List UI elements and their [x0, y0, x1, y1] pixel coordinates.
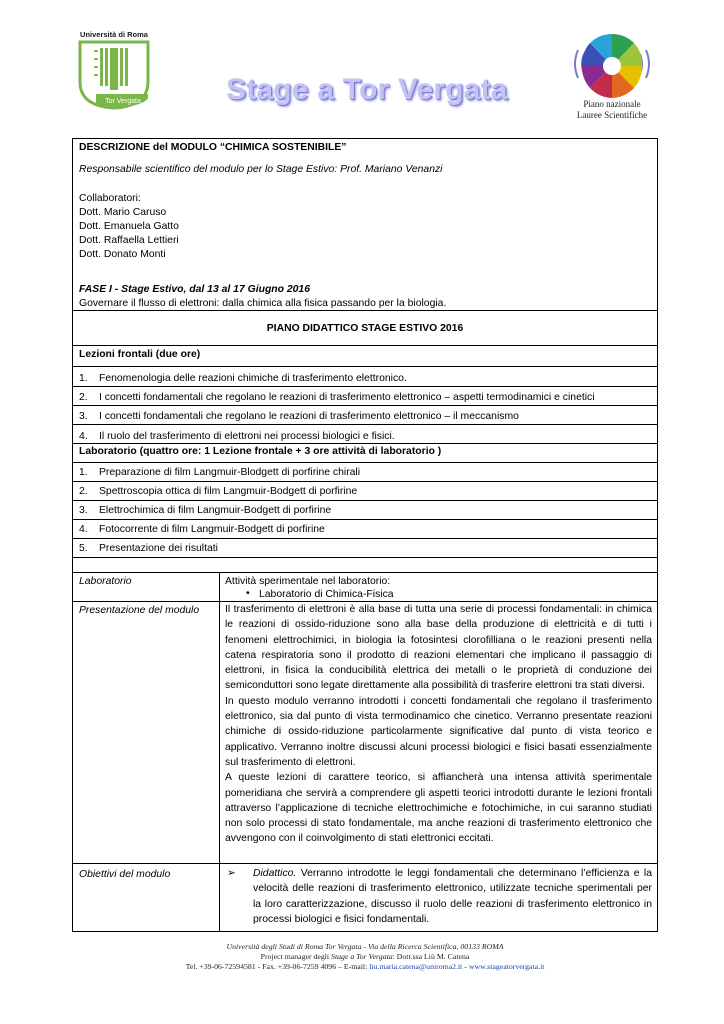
- collaborator-item: Dott. Mario Caruso: [79, 207, 167, 218]
- presentation-paragraph: Il trasferimento di elettroni è alla base di tutta una serie di processi fondamentali: in chimica le reazioni di ossido-riduzione sono alla base della produzione di elettricità e di tutti i fenomeni elettrochimici, in biologia la fotosintesi clorofilliana o le reazioni presenti nella catena respiratoria sono il prodotto di reazioni elementari che implicano il passaggio di elettroni, in fisica la conducibilità elettrica dei metalli o le proprietà di conduzione dei semiconduttori sono legate direttamente alla possibilità di trasferire elettroni tra stati diversi.: [225, 604, 652, 692]
- collaborator-item: Dott. Donato Monti: [79, 249, 166, 260]
- footer-manager-italic: Stage a Tor Vergata: [331, 952, 393, 961]
- list-number: 4.: [79, 431, 88, 442]
- divider: [72, 538, 658, 539]
- column-divider: [219, 572, 220, 932]
- collaborator-item: Dott. Raffaella Lettieri: [79, 235, 179, 246]
- banner-title: Stage a Tor Vergata: [226, 73, 508, 106]
- lab-heading: Laboratorio (quattro ore: 1 Lezione frontale + 3 ore attività di laboratorio ): [79, 446, 442, 457]
- lab-item: Elettrochimica di film Langmuir-Bodgett di porfirine: [99, 505, 332, 516]
- divider: [72, 405, 658, 406]
- footer-manager: [72, 952, 658, 962]
- responsible-line: Responsabile scientifico del modulo per lo Stage Estivo: Prof. Mariano Venanzi: [79, 164, 443, 175]
- footer-contacts: [72, 962, 658, 972]
- divider: [72, 443, 658, 444]
- lab-description: Attività sperimentale nel laboratorio:: [225, 576, 391, 587]
- lecture-item: I concetti fondamentali che regolano le reazioni di trasferimento elettronico – aspetti termodinamici e cinetici: [99, 392, 595, 403]
- objective-description: Verranno introdotte le leggi fondamentali che determinano l’efficienza e la velocità delle reazioni di trasferimento elettronico, utilizzate tecniche sperimentali per la loro caratterizzazione, discusso il ruolo delle reazioni di trasferimento elettronico in processi biologici e fisici fondamentali.: [253, 868, 652, 925]
- lecture-item: Il ruolo del trasferimento di elettroni nei processi biologici e fisici.: [99, 431, 395, 442]
- footer-website-link[interactable]: www.stageatorvergata.it: [468, 962, 545, 971]
- collaborator-item: Dott. Emanuela Gatto: [79, 221, 179, 232]
- footer-separator: -: [462, 962, 469, 971]
- lectures-heading: Lezioni frontali (due ore): [79, 349, 201, 360]
- divider: [72, 345, 658, 346]
- divider: [72, 519, 658, 520]
- divider: [72, 863, 658, 864]
- footer-manager-post: : Dott.ssa Liù M. Catena: [392, 952, 470, 961]
- module-title: DESCRIZIONE del MODULO “CHIMICA SOSTENIBILE”: [79, 142, 347, 153]
- divider: [72, 481, 658, 482]
- university-logo: [78, 30, 150, 110]
- bullet-icon: •: [246, 588, 250, 599]
- list-number: 1.: [79, 373, 88, 384]
- lecture-item: Fenomenologia delle reazioni chimiche di trasferimento elettronico.: [99, 373, 407, 384]
- lab-label: Laboratorio: [79, 576, 132, 587]
- pls-logo: [562, 28, 662, 120]
- pls-colorwheel-icon: [570, 28, 654, 98]
- divider: [72, 557, 658, 558]
- presentation-text: [225, 602, 652, 847]
- list-number: 4.: [79, 524, 88, 535]
- university-name: Università di Roma: [80, 30, 148, 39]
- footer-email-link[interactable]: liu.maria.catena@uniroma2.it: [369, 962, 463, 971]
- footer-address: Università degli Studi di Roma Tor Vergata - Via della Ricerca Scientifica, 00133 ROMA: [226, 942, 504, 951]
- pls-caption: [562, 99, 662, 121]
- pls-line-1: Piano nazionale: [583, 99, 641, 109]
- divider: [72, 366, 658, 367]
- list-number: 3.: [79, 411, 88, 422]
- list-number: 2.: [79, 392, 88, 403]
- pls-line-2: Lauree Scientifiche: [576, 110, 648, 120]
- phase-description: Governare il flusso di elettroni: dalla chimica alla fisica passando per la biologia.: [79, 298, 447, 309]
- objectives-label: Obiettivi del modulo: [79, 869, 171, 880]
- list-number: 2.: [79, 486, 88, 497]
- footer-manager-pre: Project manager degli: [260, 952, 332, 961]
- presentation-paragraph: A queste lezioni di carattere teorico, si affiancherà una intensa attività sperimentale pomeridiana che servirà a comprendere gli aspetti teorici introdotti durante le lezioni frontali attraverso l’applicazione di tecniche elettrochimiche e fotochimiche, in cui saranno studiati non solo processi di stato fondamentale, ma anche reazioni di trasferimento elettronico che avvengono con il coinvolgimento di stati elettronici eccitati.: [225, 772, 652, 845]
- footer: [72, 942, 658, 972]
- tor-vergata-label: Tor Vergata: [105, 98, 141, 105]
- objectives-text: [253, 866, 652, 927]
- divider: [72, 462, 658, 463]
- divider: [72, 500, 658, 501]
- lab-item: Presentazione dei risultati: [99, 543, 218, 554]
- presentation-label: Presentazione del modulo: [79, 605, 200, 616]
- arrow-bullet-icon: ➢: [227, 868, 236, 879]
- collaborators-label: Collaboratori:: [79, 193, 141, 204]
- lecture-item: I concetti fondamentali che regolano le reazioni di trasferimento elettronico – il meccanismo: [99, 411, 519, 422]
- plan-title: PIANO DIDATTICO STAGE ESTIVO 2016: [266, 323, 464, 334]
- list-number: 1.: [79, 467, 88, 478]
- lab-item: Preparazione di film Langmuir-Blodgett di porfirine chirali: [99, 467, 361, 478]
- phase-title: FASE I - Stage Estivo, dal 13 al 17 Giugno 2016: [79, 284, 310, 295]
- lab-item: Fotocorrente di film Langmuir-Bodgett di porfirine: [99, 524, 325, 535]
- list-number: 5.: [79, 543, 88, 554]
- divider: [72, 572, 658, 573]
- presentation-paragraph: In questo modulo verranno introdotti i concetti fondamentali che regolano il trasferimento elettronico, sia dal punto di vista termodinamico che cinetico. Verranno presentate reazioni chimiche di ossido-riduzione particolarmente significative dal punto di vista teorico e applicativo. Verranno inoltre discussi alcuni processi biologici e fisici basati essenzialmente sul trasferimento di elettroni.: [225, 695, 652, 768]
- footer-phone: Tel. +39-06-72594581 - Fax. +39-06-7259 4096 – E-mail:: [185, 962, 370, 971]
- lab-bullet-item: Laboratorio di Chimica-Fisica: [259, 589, 394, 600]
- list-number: 3.: [79, 505, 88, 516]
- divider: [72, 386, 658, 387]
- divider: [72, 424, 658, 425]
- lab-item: Spettroscopia ottica di film Langmuir-Bodgett di porfirine: [99, 486, 358, 497]
- divider: [72, 310, 658, 311]
- objective-term: Didattico.: [253, 868, 297, 879]
